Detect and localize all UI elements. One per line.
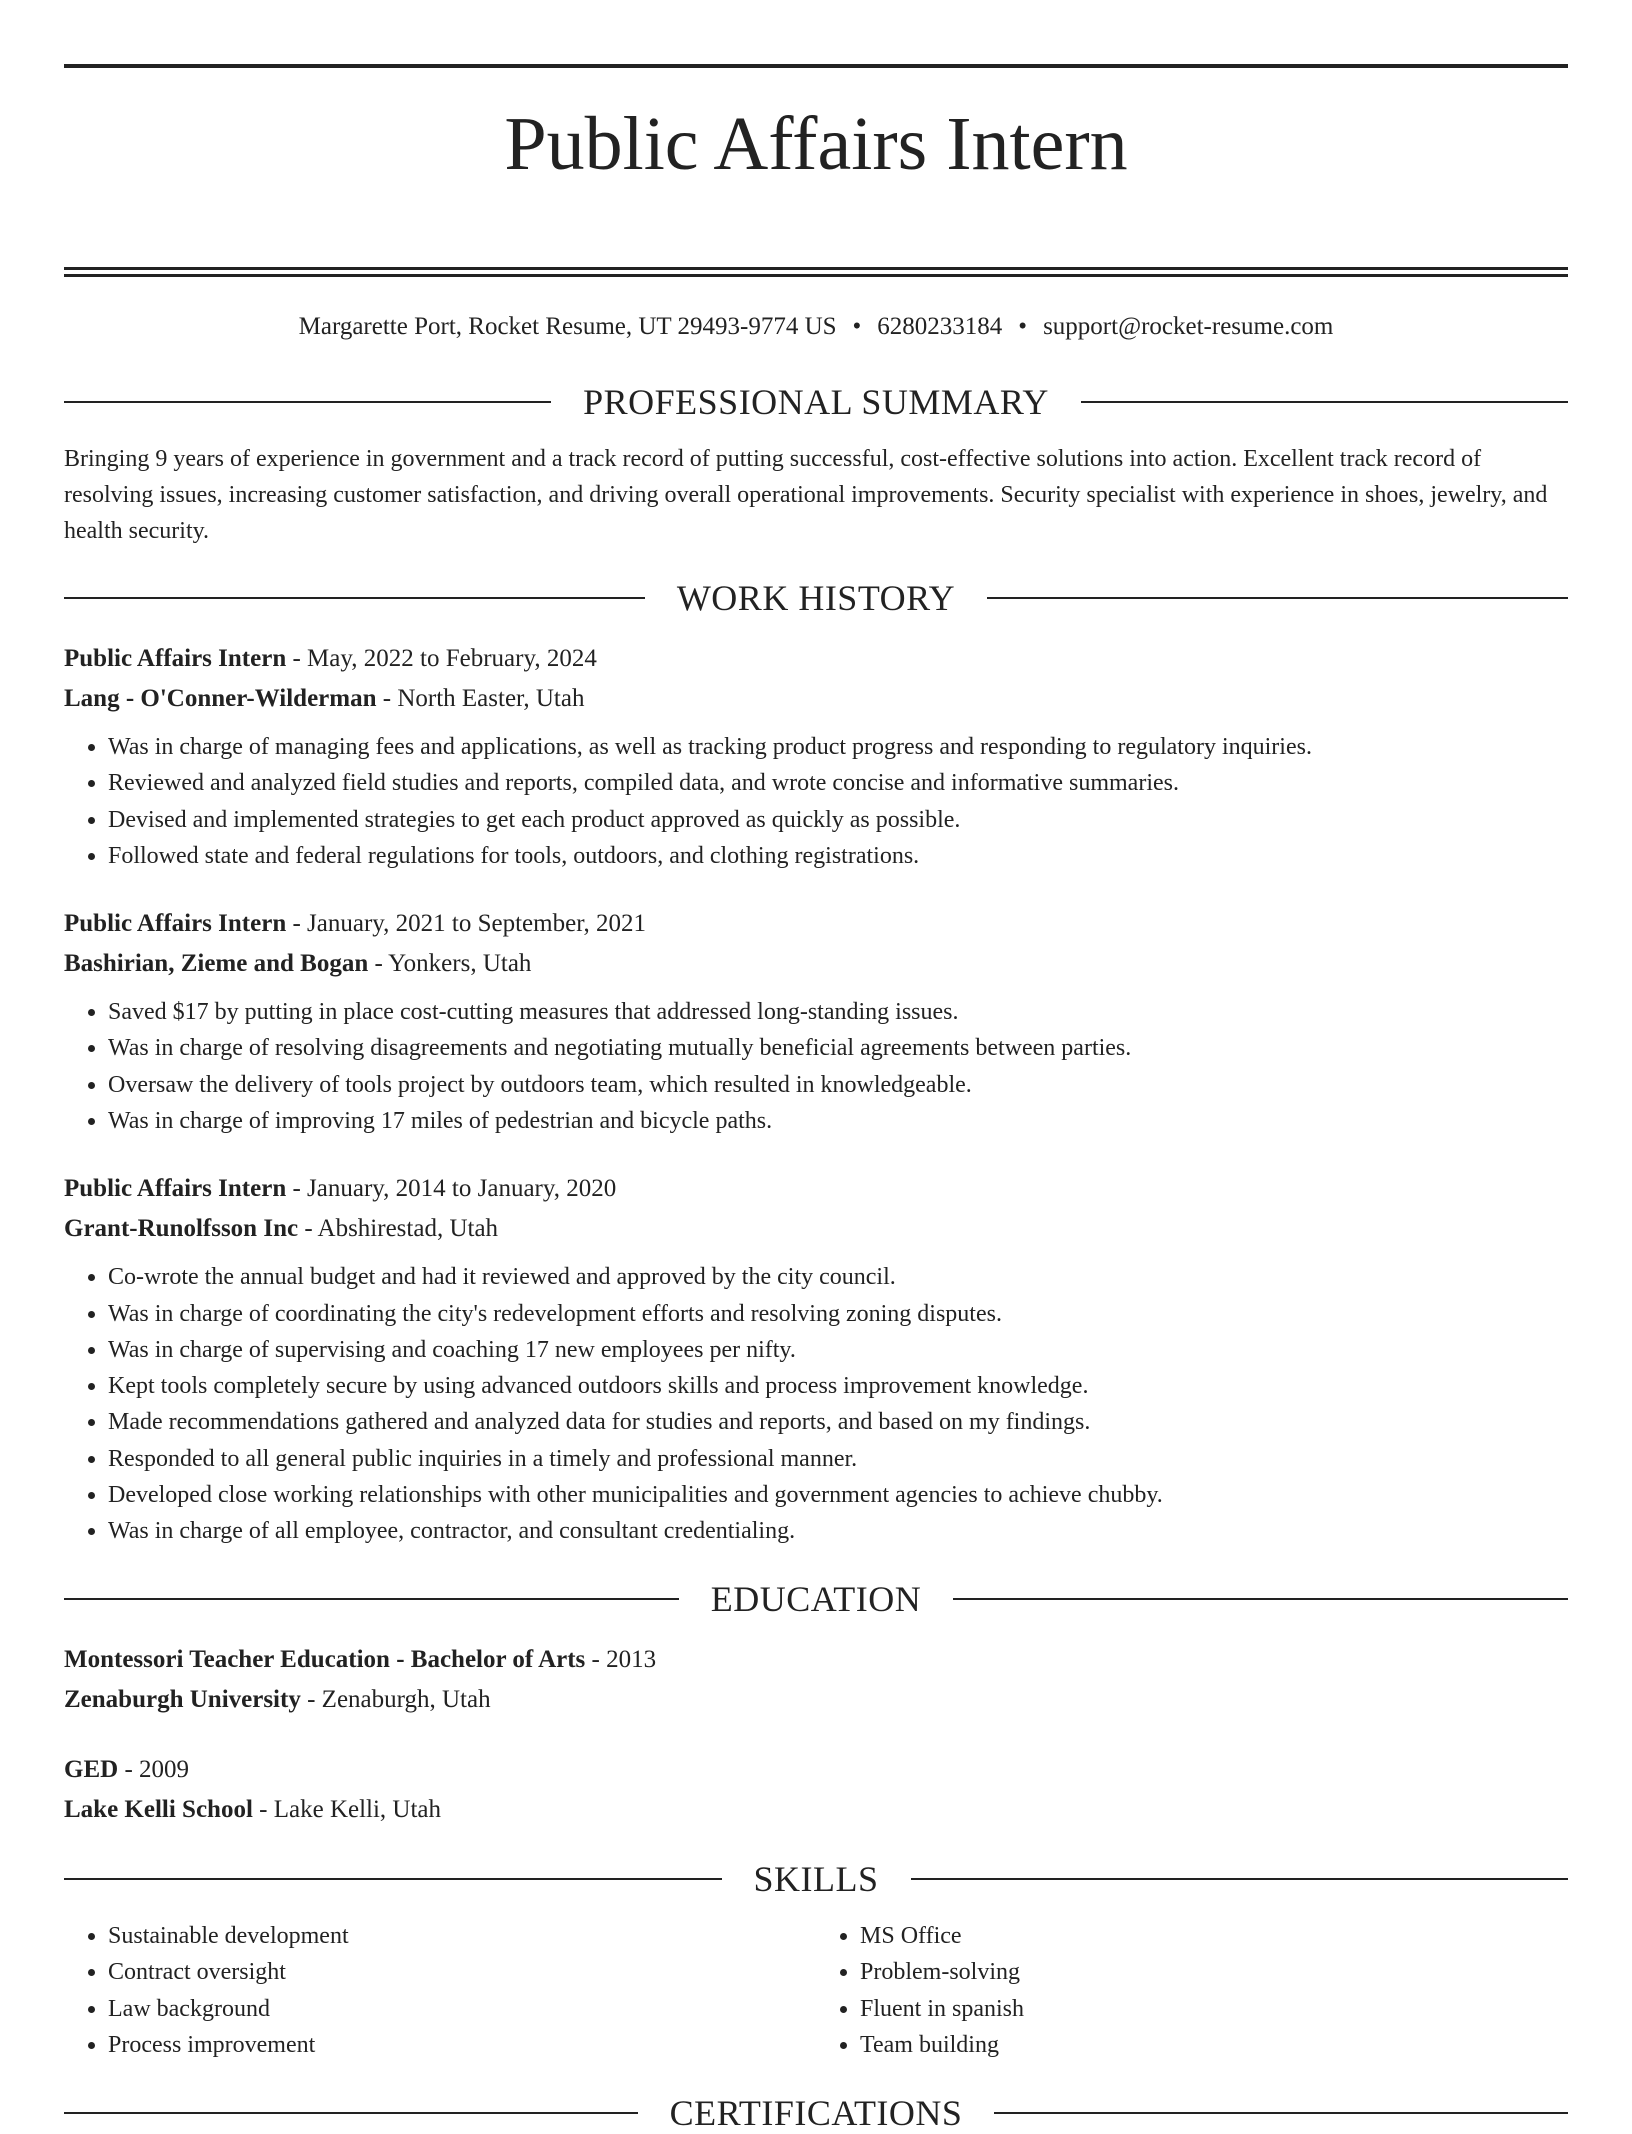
list-item: • Made recommendations gathered and analyzed data for studies and reports, and based on my findings. <box>108 1404 1568 1440</box>
job-bullets <box>64 1259 1568 1549</box>
section-header-summary <box>64 381 1568 423</box>
section-title: EDUCATION <box>710 1578 922 1619</box>
list-item: • Was in charge of supervising and coaching 17 new employees per nifty. <box>108 1332 1568 1368</box>
job-company-line <box>64 1209 1568 1249</box>
section-rule <box>64 597 645 599</box>
job-company: Lang - O'Conner-Wilderman <box>64 684 377 712</box>
job-company-line <box>64 679 1568 719</box>
job-company: Grant-Runolfsson Inc <box>64 1215 299 1243</box>
skills-list-left <box>64 1918 816 2064</box>
list-item: • Followed state and federal regulations for tools, outdoors, and clothing registrations. <box>108 838 1568 874</box>
section-title: WORK HISTORY <box>676 577 956 618</box>
job-title-line <box>64 639 1568 679</box>
list-item: • Reviewed and analyzed field studies and reports, compiled data, and wrote concise and informative summaries. <box>108 765 1568 801</box>
section-header-skills <box>64 1858 1568 1900</box>
contact-phone: 6280233184 <box>877 312 1003 340</box>
contact-email: support@rocket-resume.com <box>1043 312 1334 340</box>
list-item: • Kept tools completely secure by using advanced outdoors skills and process improvement knowledge. <box>108 1368 1568 1404</box>
section-rule <box>953 1598 1568 1600</box>
list-item: • Law background <box>108 1991 816 2028</box>
contact-separator: • <box>1018 312 1028 340</box>
section-title: SKILLS <box>753 1858 879 1899</box>
list-item: • Was in charge of managing fees and applications, as well as tracking product progress and responding to regulatory inquiries. <box>108 729 1568 765</box>
list-item: • Oversaw the delivery of tools project by outdoors team, which resulted in knowledgeable. <box>108 1067 1568 1103</box>
skills-columns <box>64 1918 1568 2064</box>
resume-page <box>64 64 1568 2134</box>
section-header-education <box>64 1578 1568 1620</box>
job-dates: - January, 2014 to January, 2020 <box>286 1175 617 1203</box>
job-entry <box>64 1169 1568 1549</box>
job-location: - Abshirestad, Utah <box>298 1215 499 1243</box>
job-bullets <box>64 729 1568 874</box>
job-company: Bashirian, Zieme and Bogan <box>64 950 369 978</box>
resume-title: Public Affairs Intern <box>504 102 1128 186</box>
list-item: • Team building <box>860 2027 1568 2064</box>
job-dates: - May, 2022 to February, 2024 <box>286 644 597 672</box>
list-item: • Problem-solving <box>860 1954 1568 1991</box>
job-title: Public Affairs Intern <box>64 644 287 672</box>
section-rule <box>64 401 551 403</box>
section-title: CERTIFICATIONS <box>669 2092 963 2133</box>
section-rule <box>911 1878 1569 1880</box>
job-title: Public Affairs Intern <box>64 910 287 938</box>
education-entry <box>64 1750 1568 1830</box>
school-line <box>64 1680 1568 1720</box>
school-location: - Zenaburgh, Utah <box>300 1685 491 1713</box>
degree-year: - 2009 <box>118 1755 190 1783</box>
contact-address: Margarette Port, Rocket Resume, UT 29493-9774 US <box>298 312 837 340</box>
section-header-certifications <box>64 2092 1568 2134</box>
contact-separator: • <box>852 312 862 340</box>
list-item: • Was in charge of coordinating the city's redevelopment efforts and resolving zoning disputes. <box>108 1296 1568 1332</box>
list-item: • MS Office <box>860 1918 1568 1955</box>
job-entry <box>64 639 1568 874</box>
school: Lake Kelli School <box>64 1795 253 1823</box>
degree: Montessori Teacher Education - Bachelor of Arts <box>64 1645 586 1673</box>
contact-line <box>64 313 1568 353</box>
job-dates: - January, 2021 to September, 2021 <box>286 910 647 938</box>
title-double-rule <box>64 267 1568 277</box>
list-item: • Sustainable development <box>108 1918 816 1955</box>
section-header-work-history <box>64 577 1568 619</box>
skills-list-right <box>816 1918 1568 2064</box>
list-item: • Co-wrote the annual budget and had it reviewed and approved by the city council. <box>108 1259 1568 1295</box>
school-line <box>64 1790 1568 1830</box>
list-item: • Was in charge of all employee, contractor, and consultant credentialing. <box>108 1513 1568 1549</box>
job-company-line <box>64 944 1568 984</box>
job-bullets <box>64 994 1568 1139</box>
list-item: • Fluent in spanish <box>860 1991 1568 2028</box>
summary-text: Bringing 9 years of experience in government and a track record of putting successful, cost-effective solutions into action. Excellent track record of resolving issues, increasing customer satisfaction, and driving overall operational improvements. Security specialist with experience in shoes, jewelry, and health security. <box>64 445 1548 544</box>
school-location: - Lake Kelli, Utah <box>252 1795 442 1823</box>
degree-line <box>64 1640 1568 1680</box>
list-item: • Saved $17 by putting in place cost-cutting measures that addressed long-standing issues. <box>108 994 1568 1030</box>
section-rule <box>64 1878 722 1880</box>
list-item: • Responded to all general public inquiries in a timely and professional manner. <box>108 1441 1568 1477</box>
top-rule <box>64 64 1568 68</box>
section-title: PROFESSIONAL SUMMARY <box>583 381 1049 422</box>
job-entry <box>64 904 1568 1139</box>
education-entry <box>64 1640 1568 1720</box>
section-rule <box>1081 401 1568 403</box>
section-rule <box>987 597 1568 599</box>
list-item: • Contract oversight <box>108 1954 816 1991</box>
degree-line <box>64 1750 1568 1790</box>
degree-year: - 2013 <box>585 1645 657 1673</box>
list-item: • Developed close working relationships with other municipalities and government agencies to achieve chubby. <box>108 1477 1568 1513</box>
job-location: - Yonkers, Utah <box>368 950 532 978</box>
list-item: • Was in charge of resolving disagreements and negotiating mutually beneficial agreements between parties. <box>108 1030 1568 1066</box>
job-location: - North Easter, Utah <box>376 684 585 712</box>
job-title: Public Affairs Intern <box>64 1175 287 1203</box>
list-item: • Process improvement <box>108 2027 816 2064</box>
list-item: • Devised and implemented strategies to get each product approved as quickly as possible. <box>108 802 1568 838</box>
section-rule <box>64 1598 679 1600</box>
school: Zenaburgh University <box>64 1685 301 1713</box>
degree: GED <box>64 1755 119 1783</box>
job-title-line <box>64 904 1568 944</box>
job-title-line <box>64 1169 1568 1209</box>
list-item: • Was in charge of improving 17 miles of pedestrian and bicycle paths. <box>108 1103 1568 1139</box>
